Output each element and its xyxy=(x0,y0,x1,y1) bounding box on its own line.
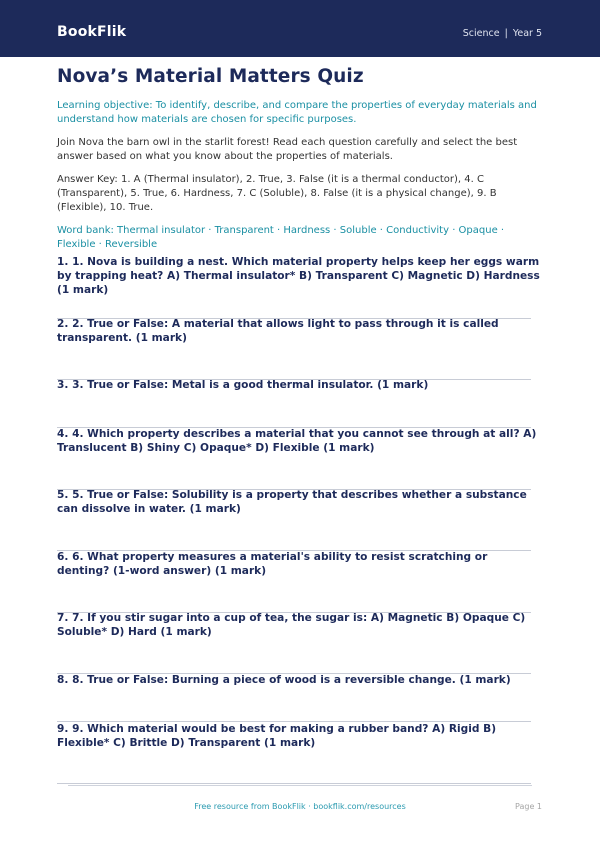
question-9: 9. 9. Which material would be best for making a rubber band? A) Rigid B) Flexible* C) Brittle D) Transparent (1 mark) xyxy=(57,723,497,749)
question-6: 6. 6. What property measures a material's ability to resist scratching or denting? (1-word answer) (1 mark) xyxy=(57,551,488,577)
question-8: 8. 8. True or False: Burning a piece of wood is a reversible change. (1 mark) xyxy=(57,674,511,686)
answer-key: Answer Key: 1. A (Thermal insulator), 2. True, 3. False (it is a thermal conductor), 4. C (Transparent), 5. True, 6. Hardness, 7. C (Soluble), 8. False (it is a physical change), 9. B (Flexible), 10. True. xyxy=(57,174,497,213)
answer-line-10[interactable] xyxy=(57,783,531,784)
subject-label: Science xyxy=(462,28,500,39)
page-number: Page 1 xyxy=(515,802,542,811)
header-meta xyxy=(463,28,542,39)
page-header xyxy=(0,0,600,57)
footer-divider xyxy=(68,785,532,786)
footer-credit[interactable]: Free resource from BookFlik · bookflik.com/resources xyxy=(194,802,406,811)
word-bank: Word bank: Thermal insulator · Transparent · Hardness · Soluble · Conductivity · Opaque · Flexible · Reversible xyxy=(57,225,505,250)
question-5: 5. 5. True or False: Solubility is a property that describes whether a substance can dissolve in water. (1 mark) xyxy=(57,489,527,515)
question-2: 2. 2. True or False: A material that allows light to pass through it is called transparent. (1 mark) xyxy=(57,318,499,344)
meta-separator: | xyxy=(504,28,508,39)
page-title: Nova’s Material Matters Quiz xyxy=(57,66,364,87)
grade-label: Year 5 xyxy=(512,28,542,39)
question-7: 7. 7. If you stir sugar into a cup of tea, the sugar is: A) Magnetic B) Opaque C) Soluble* D) Hard (1 mark) xyxy=(57,612,526,638)
brand-logo[interactable]: BookFlik xyxy=(57,24,127,40)
intro-section xyxy=(57,64,543,252)
question-3: 3. 3. True or False: Metal is a good thermal insulator. (1 mark) xyxy=(57,379,429,391)
question-4: 4. 4. Which property describes a material that you cannot see through at all? A) Translucent B) Shiny C) Opaque* D) Flexible (1 mark) xyxy=(57,428,537,454)
intro-text: Join Nova the barn owl in the starlit forest! Read each question carefully and select the best answer based on what you know about the properties of materials. xyxy=(57,137,518,162)
learning-objective: Learning objective: To identify, describe, and compare the properties of everyday materials and understand how materials are chosen for specific purposes. xyxy=(57,100,537,125)
question-1: 1. 1. Nova is building a nest. Which material property helps keep her eggs warm by trapping heat? A) Thermal insulator* B) Transparent C) Magnetic D) Hardness (1 mark) xyxy=(57,256,540,296)
